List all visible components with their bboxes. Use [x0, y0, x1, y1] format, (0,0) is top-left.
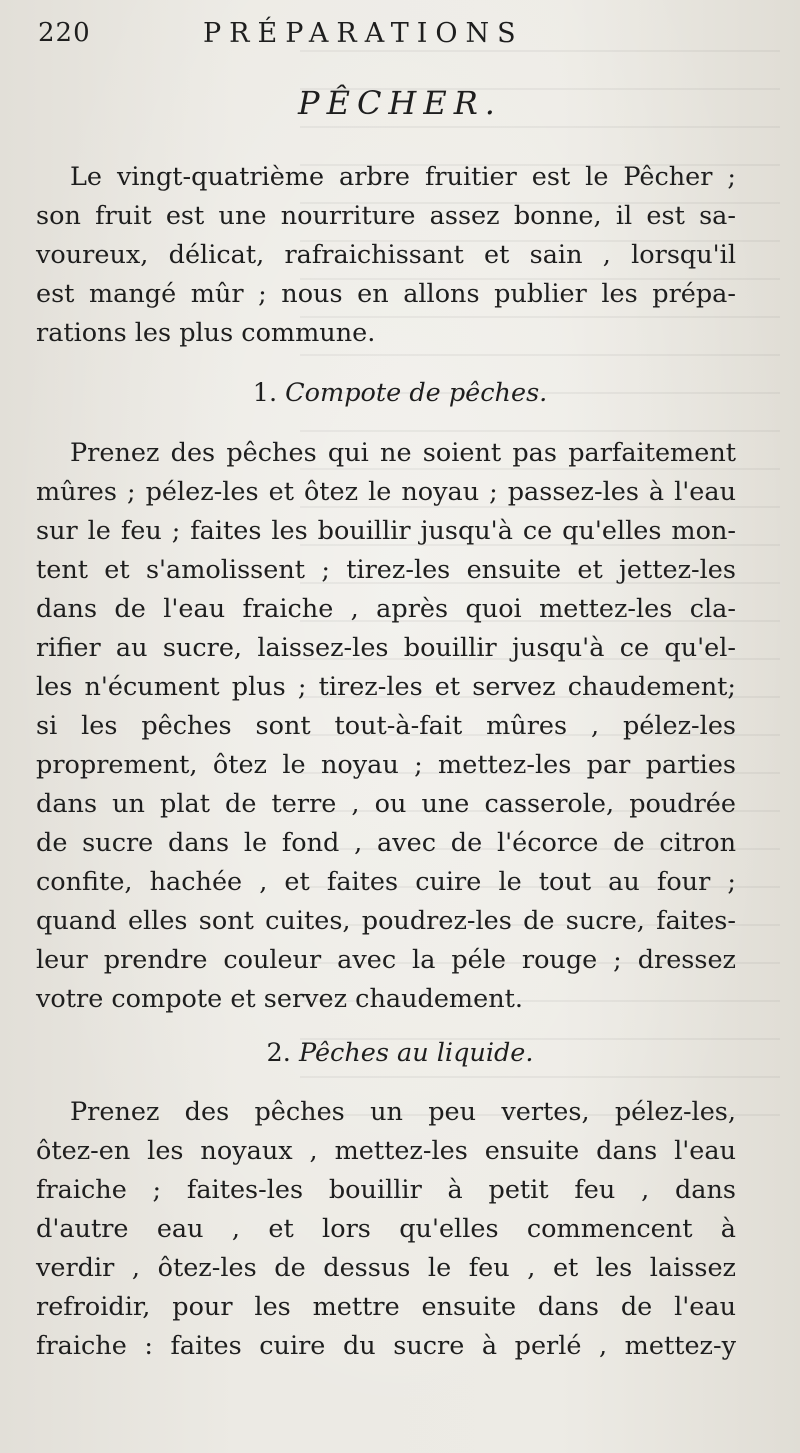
text-line: verdir , ôtez-les de dessus le feu , et les laissez [36, 1253, 736, 1283]
text-line: sur le feu ; faites les bouillir jusqu'à ce qu'elles mon- [36, 516, 736, 546]
text-line: mûres ; pélez-les et ôtez le noyau ; passez-les à l'eau [36, 477, 736, 507]
intro-paragraph [36, 158, 736, 353]
text-line: de sucre dans le fond , avec de l'écorce de citron [36, 828, 736, 858]
recipe-2-paragraph [36, 1093, 736, 1366]
recipe-heading-2 [0, 1038, 800, 1068]
section-title: PÊCHER. [298, 84, 502, 122]
text-line: si les pêches sont tout-à-fait mûres , pélez-les [36, 711, 736, 741]
text-line: tent et s'amolissent ; tirez-les ensuite et jettez-les [36, 555, 736, 585]
text-line: Prenez des pêches un peu vertes, pélez-les, [70, 1097, 736, 1127]
page-number: 220 [38, 18, 91, 48]
text-line: dans de l'eau fraiche , après quoi mettez-les cla- [36, 594, 736, 624]
text-line: leur prendre couleur avec la péle rouge ; dressez [36, 945, 736, 975]
text-line: Prenez des pêches qui ne soient pas parfaitement [70, 438, 736, 468]
page-header [38, 18, 768, 58]
recipe-number: 1. [252, 378, 278, 408]
text-line: fraiche ; faites-les bouillir à petit feu , dans [36, 1175, 736, 1205]
text-line: est mangé mûr ; nous en allons publier les prépa- [36, 279, 736, 309]
text-line: fraiche : faites cuire du sucre à perlé , mettez-y [36, 1331, 736, 1361]
recipe-heading-1 [0, 378, 800, 408]
text-line: votre compote et servez chaudement. [36, 984, 523, 1014]
text-line: refroidir, pour les mettre ensuite dans de l'eau [36, 1292, 736, 1322]
text-line: Le vingt-quatrième arbre fruitier est le Pêcher ; [70, 162, 736, 192]
text-line: rations les plus commune. [36, 318, 376, 348]
text-line: son fruit est une nourriture assez bonne, il est sa- [36, 201, 736, 231]
recipe-1-paragraph [36, 434, 736, 1019]
recipe-title: Pêches au liquide. [298, 1038, 534, 1068]
text-line: rifier au sucre, laissez-les bouillir jusqu'à ce qu'el- [36, 633, 736, 663]
recipe-title: Compote de pêches. [285, 378, 548, 408]
text-line: confite, hachée , et faites cuire le tout au four ; [36, 867, 736, 897]
text-line: voureux, délicat, rafraichissant et sain , lorsqu'il [36, 240, 736, 270]
text-line: d'autre eau , et lors qu'elles commencent à [36, 1214, 736, 1244]
text-line: dans un plat de terre , ou une casserole, poudrée [36, 789, 736, 819]
text-line: quand elles sont cuites, poudrez-les de sucre, faites- [36, 906, 736, 936]
text-line: les n'écument plus ; tirez-les et servez chaudement; [36, 672, 736, 702]
text-line: ôtez-en les noyaux , mettez-les ensuite dans l'eau [36, 1136, 736, 1166]
text-line: proprement, ôtez le noyau ; mettez-les par parties [36, 750, 736, 780]
recipe-number: 2. [266, 1038, 291, 1068]
running-head: PRÉPARATIONS [203, 18, 524, 49]
